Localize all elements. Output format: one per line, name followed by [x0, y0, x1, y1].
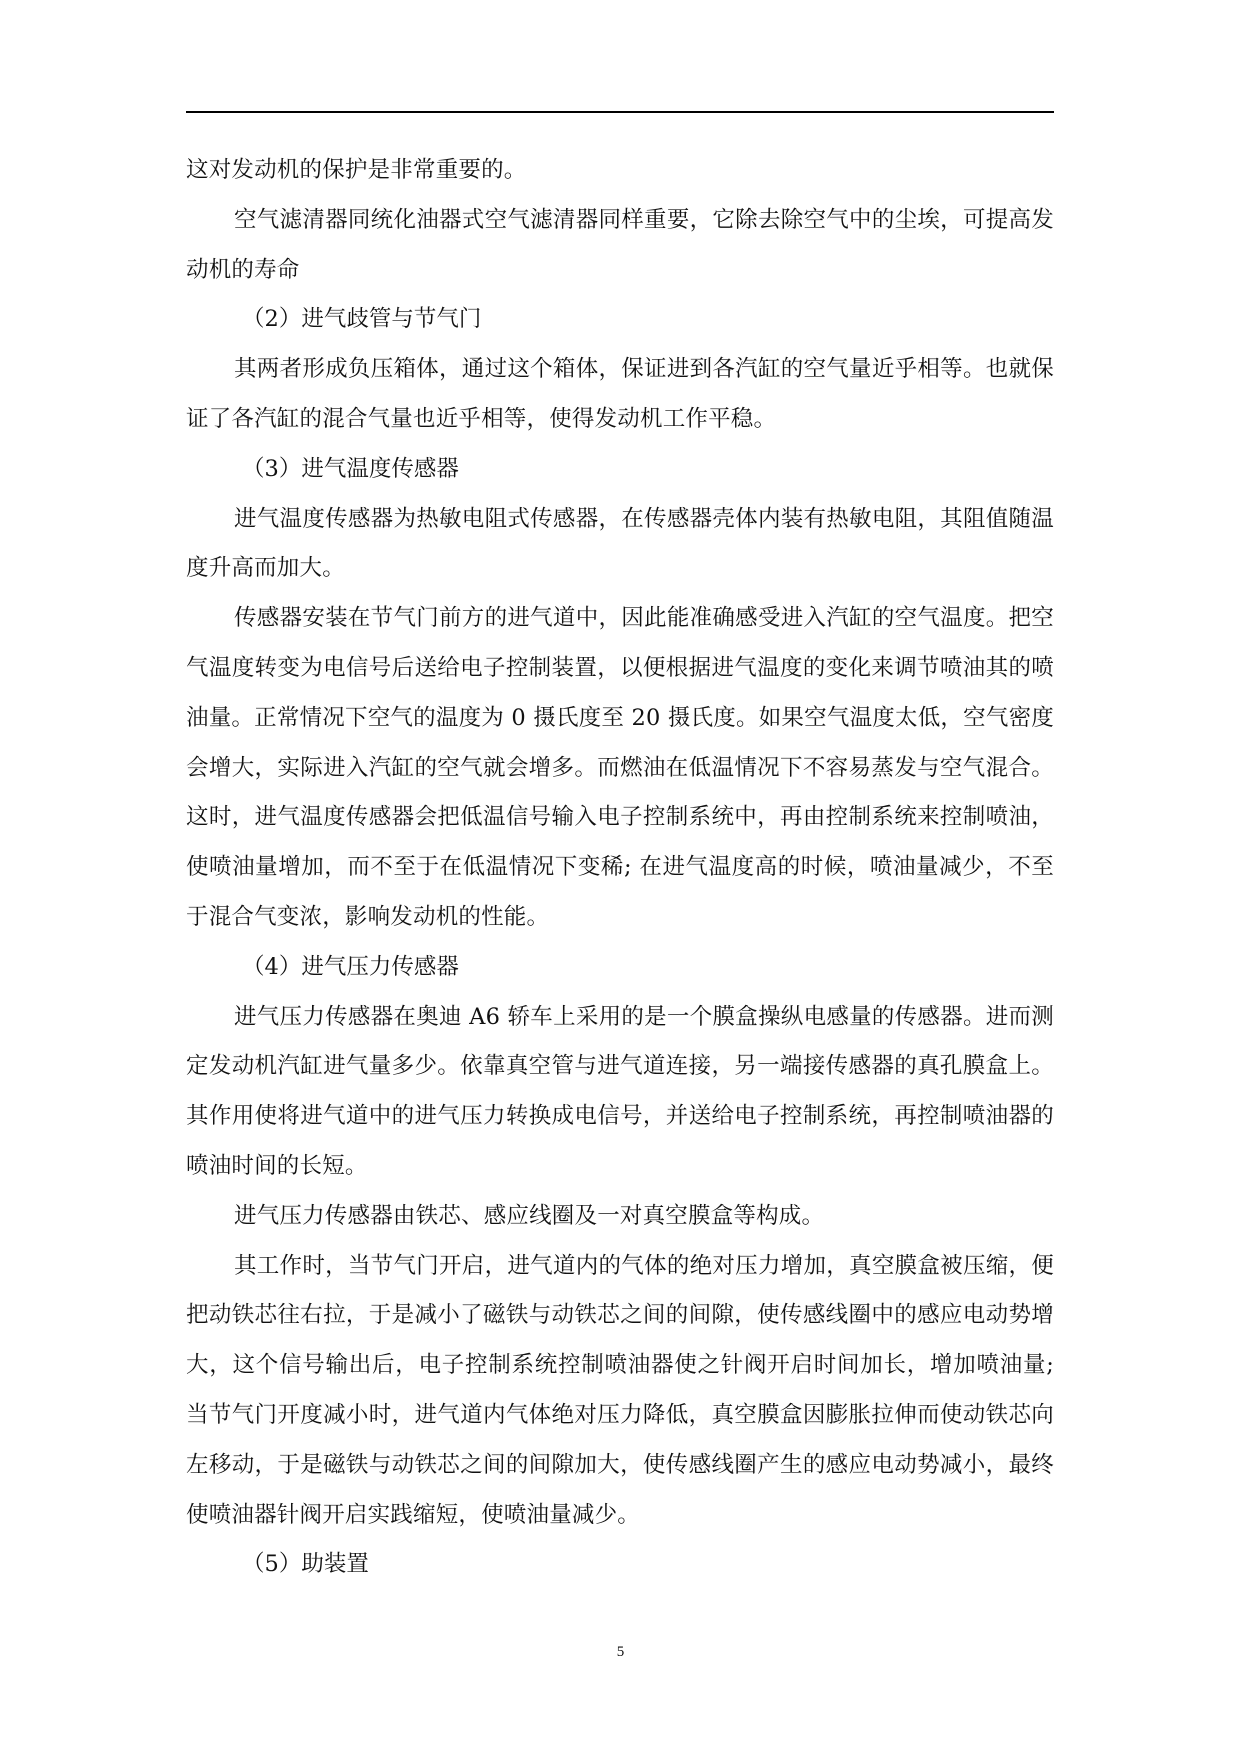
section-heading-auxiliary-device: （5）助装置 [242, 1551, 369, 1578]
paragraph-intake-manifold: 其两者形成负压箱体，通过这个箱体，保证进到各汽缸的空气量近乎相等。也就保证了各汽缸的混合气量也近乎相等，使得发动机工作平稳。 [186, 356, 1054, 432]
paragraph-pressure-sensor-intro: 进气压力传感器在奥迪 A6 轿车上采用的是一个膜盒操纵电感量的传感器。进而测定发动机汽缸进气量多少。依靠真空管与进气道连接，另一端接传感器的真孔膜盒上。其作用使将进气道中的进气压力转换成电信号，并送给电子控制系统，再控制喷油器的喷油时间的长短。 [186, 1003, 1054, 1179]
paragraph-air-filter: 空气滤清器同统化油器式空气滤清器同样重要，它除去除空气中的尘埃，可提高发动机的寿命 [186, 206, 1054, 283]
header-rule [186, 111, 1054, 113]
paragraph-temp-sensor-function: 传感器安装在节气门前方的进气道中，因此能准确感受进入汽缸的空气温度。把空气温度转变为电信号后送给电子控制装置，以便根据进气温度的变化来调节喷油其的喷油量。正常情况下空气的温度为 0 摄氏度至 20 摄氏度。如果空气温度太低，空气密度会增大，实际进入汽缸的空气就会增多。而燃油在低温情况下不容易蒸发与空气混合。这时，进气温度传感器会把低温信号输入电子控制系统中，再由控制系统来控制喷油，使喷油量增加，而不至于在低温情况下变稀; 在进气温度高的时候，喷油量减少，不至于混合气变浓，影响发动机的性能。 [186, 605, 1054, 930]
paragraph-pressure-sensor-operation: 其工作时，当节气门开启，进气道内的气体的绝对压力增加，真空膜盒被压缩，便把动铁芯往右拉，于是减小了磁铁与动铁芯之间的间隙，使传感线圈中的感应电动势增大，这个信号输出后，电子控制系统控制喷油器使之针阀开启时间加长，增加喷油量; 当节气门开度减小时，进气道内气体绝对压力降低，真空膜盒因膨胀拉伸而使动铁芯向左移动，于是磁铁与动铁芯之间的间隙加大，使传感线圈产生的感应电动势减小，最终使喷油器针阀开启实践缩短，使喷油量减少。 [186, 1252, 1054, 1528]
paragraph-continuation: 这对发动机的保护是非常重要的。 [186, 157, 527, 183]
paragraph-pressure-sensor-structure: 进气压力传感器由铁芯、感应线圈及一对真空膜盒等构成。 [234, 1202, 825, 1229]
section-heading-intake-temp-sensor: （3）进气温度传感器 [242, 455, 459, 482]
page-body [186, 146, 1054, 1590]
section-heading-intake-manifold: （2）进气歧管与节气门 [242, 306, 482, 333]
section-heading-intake-pressure-sensor: （4）进气压力传感器 [242, 953, 459, 980]
paragraph-temp-sensor-type: 进气温度传感器为热敏电阻式传感器，在传感器壳体内装有热敏电阻，其阻值随温度升高而加大。 [186, 505, 1054, 582]
page-number: 5 [616, 1644, 625, 1660]
